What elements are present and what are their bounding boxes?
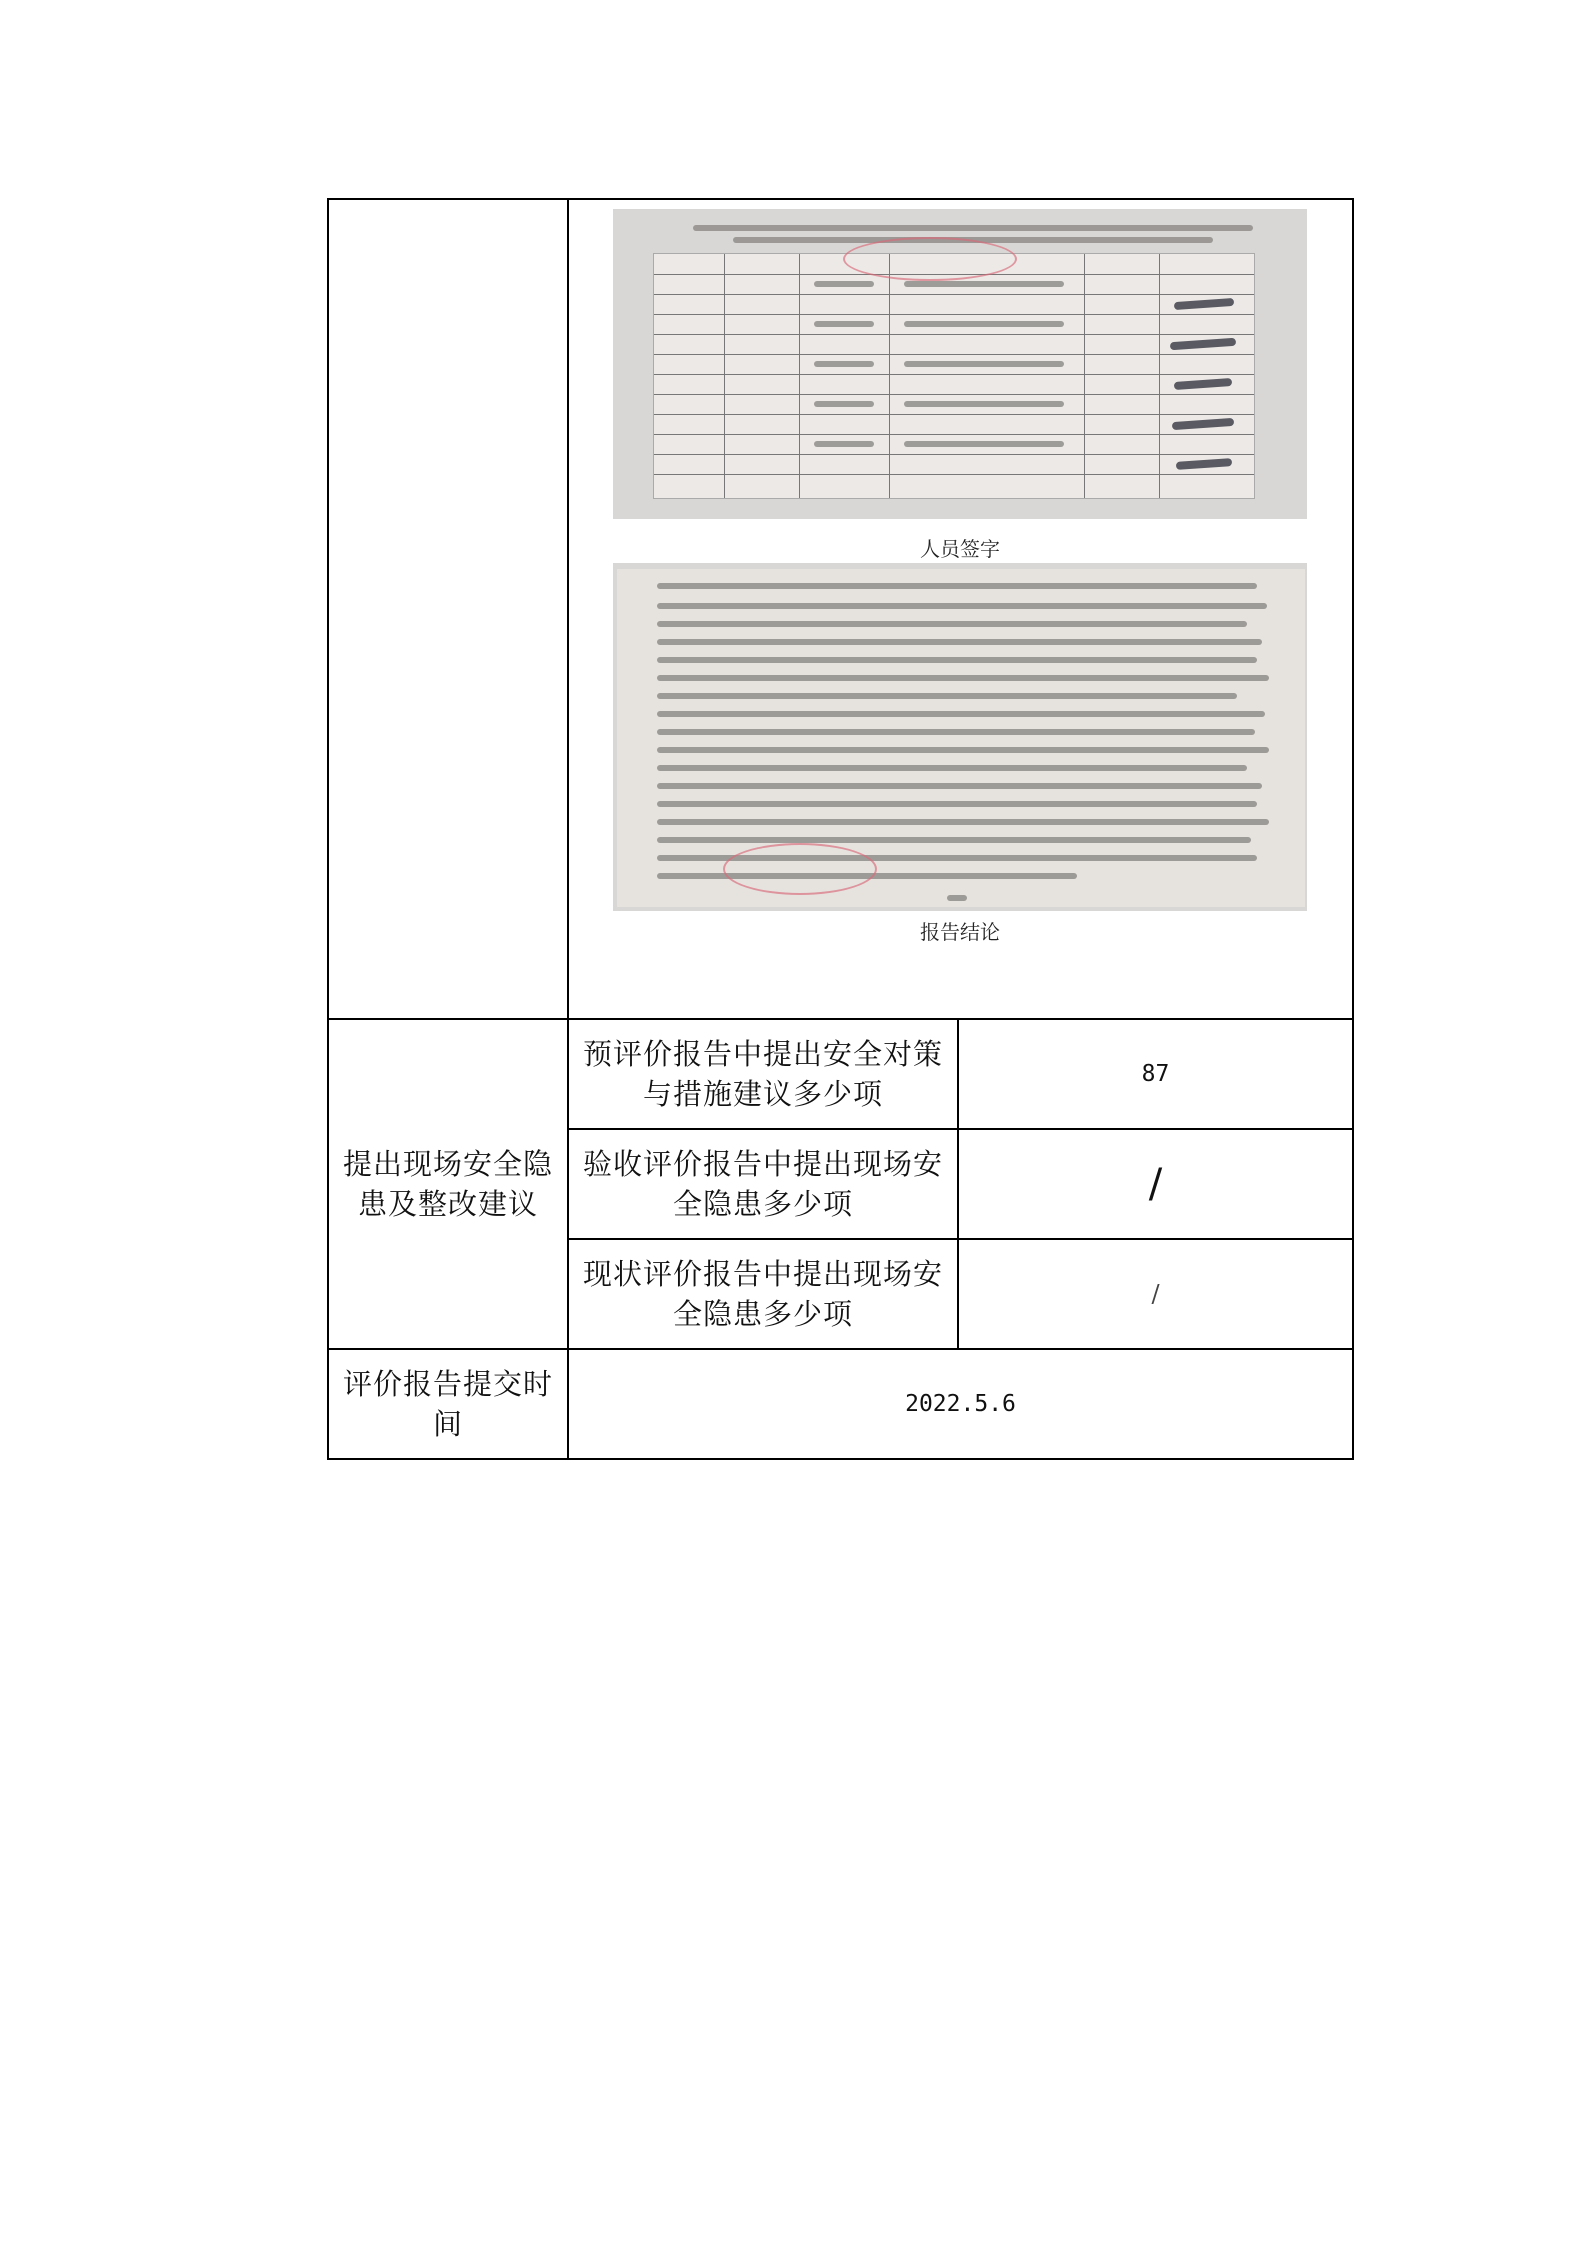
report-conclusion-photo: [613, 563, 1307, 911]
conclusion-page: [617, 569, 1305, 907]
answer-status-evaluation: /: [958, 1239, 1353, 1349]
question-status-evaluation: 现状评价报告中提出现场安全隐患多少项: [568, 1239, 958, 1349]
red-stamp: [843, 237, 1017, 281]
submission-date: 2022.5.6: [568, 1349, 1353, 1459]
answer-acceptance-evaluation: /: [958, 1129, 1353, 1239]
question-acceptance-evaluation: 验收评价报告中提出现场安全隐患多少项: [568, 1129, 958, 1239]
signature-grid: [653, 253, 1255, 499]
submission-label: 评价报告提交时间: [328, 1349, 568, 1459]
photo-cell: [568, 199, 1353, 1019]
answer-pre-evaluation: 87: [958, 1019, 1353, 1129]
signature-sheet-photo: [613, 209, 1307, 519]
empty-label-cell: [328, 199, 568, 1019]
evaluation-table: [327, 198, 1354, 1460]
image-caption-signature: 人员签字: [920, 537, 1000, 561]
red-stamp: [723, 843, 877, 895]
question-pre-evaluation: 预评价报告中提出安全对策与措施建议多少项: [568, 1019, 958, 1129]
image-caption-conclusion: 报告结论: [920, 920, 1000, 941]
group-label: 提出现场安全隐患及整改建议: [328, 1019, 568, 1349]
